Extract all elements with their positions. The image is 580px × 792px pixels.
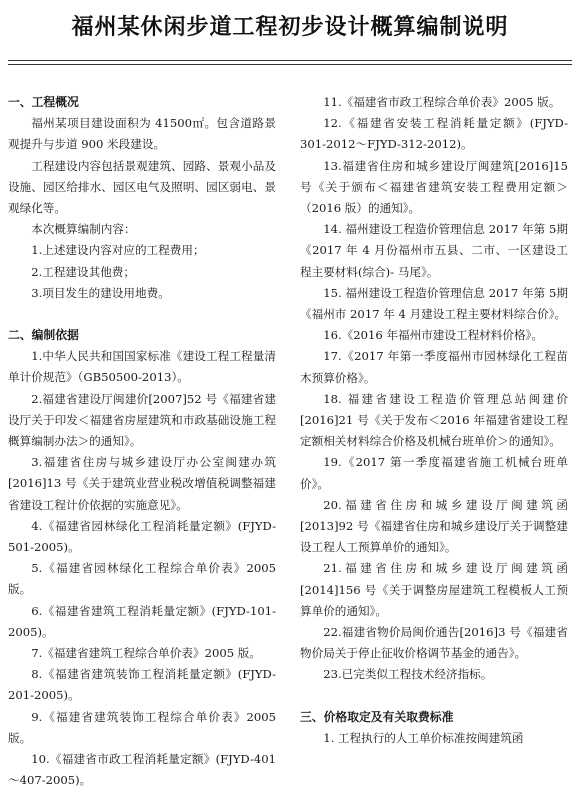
list-item: 7.《福建省建筑工程综合单价表》2005 版。 (31, 646, 261, 661)
list-item: 22.福建省物价局闽价通告[2016]3 号《福建省物价局关于停止征收价格调节基金的通告》。 (300, 625, 568, 661)
section-heading-pricing: 三、价格取定及有关取费标准 (300, 709, 454, 724)
list-item: 3.福建省住房与城乡建设厅办公室闽建办筑[2016]13 号《关于建筑业营业税改增值税调整福建省建设工程计价依据的实施意见》。 (8, 455, 276, 512)
list-item: 6.《福建省建筑工程消耗量定额》(FJYD-101-2005)。 (8, 603, 276, 639)
list-item: 4.《福建省园林绿化工程消耗量定额》(FJYD-501-2005)。 (8, 518, 276, 555)
title-rule-thin (8, 64, 572, 65)
list-item: 18. 福建省建设工程造价管理总站闽建价[2016]21 号《关于发布＜2016 年福建省建设工程定额相关材料综合价格及机械台班单价＞的通知》。 (300, 391, 568, 449)
list-item: 13.福建省住房和城乡建设厅闽建筑[2016]15号《关于颁布＜福建省建筑安装工程费用定额＞（2016 版）的通知》。 (300, 158, 568, 216)
page-title: 福州某休闲步道工程初步设计概算编制说明 (71, 15, 509, 40)
list-item: 19.《2017 第一季度福建省施工机械台班单价》。 (300, 455, 568, 491)
list-item: 5.《福建省园林绿化工程综合单价表》2005版。 (8, 561, 276, 597)
list-item: 3.项目发生的建设用地费。 (31, 285, 170, 300)
paragraph: 福州某项目建设面积为 41500㎡。包含道路景观提升与步道 900 米段建设。 (8, 116, 276, 152)
title-rule (8, 60, 572, 61)
list-item: 20.福建省住房和城乡建设厅闽建筑函[2013]92 号《福建省住房和城乡建设厅关于调整建设工程人工预算单价的通知》。 (300, 497, 568, 555)
list-item: 16.《2016 年福州市建设工程材料价格》。 (323, 328, 543, 343)
left-column (8, 92, 276, 792)
list-item: 15. 福州建设工程造价管理信息 2017 年第 5期《福州市 2017 年 4 月建设工程主要材料综合价》。 (300, 285, 568, 322)
list-item: 23.已完类似工程技术经济指标。 (323, 667, 493, 682)
list-item: 1.上述建设内容对应的工程费用； (31, 243, 205, 258)
list-item: 10.《福建省市政工程消耗量定额》(FJYD-401～407-2005)。 (8, 752, 276, 788)
list-item: 14. 福州建设工程造价管理信息 2017 年第 5期《2017 年 4 月份福州市五县、二市、一区建设工程主要材料(综合)- 马尾》。 (300, 222, 568, 279)
list-item: 21.福建省住房和城乡建设厅闽建筑函[2014]156 号《关于调整房屋建筑工程模板人工预算单价的通知》。 (300, 561, 568, 618)
paragraph: 工程建设内容包括景观建筑、园路、景观小品及设施、园区给排水、园区电气及照明、园区弱电、景观绿化等。 (8, 158, 276, 216)
paragraph: 1. 工程执行的人工单价标准按闽建筑函 (323, 730, 524, 745)
list-item: 12.《福建省安装工程消耗量定额》(FJYD-301-2012～FJYD-312-2012)。 (300, 116, 568, 152)
list-item: 11.《福建省市政工程综合单价表》2005 版。 (323, 95, 561, 109)
list-item: 2.工程建设其他费； (31, 264, 135, 279)
list-item: 9.《福建省建筑装饰工程综合单价表》2005版。 (8, 709, 276, 745)
list-item: 17.《2017 年第一季度福州市园林绿化工程苗木预算价格》。 (300, 349, 568, 385)
list-item: 1.中华人民共和国国家标准《建设工程工程量清单计价规范》（GB50500-2013）。 (8, 349, 276, 385)
section-heading-overview: 一、工程概况 (8, 95, 79, 109)
section-heading-basis: 二、编制依据 (8, 328, 79, 343)
paragraph: 本次概算编制内容： (31, 222, 136, 237)
list-item: 2.福建省建设厅闽建价[2007]52 号《福建省建设厅关于印发＜福建省房屋建筑和市政基础设施工程概算编制办法＞的通知》。 (8, 391, 276, 449)
list-item: 8.《福建省建筑装饰工程消耗量定额》(FJYD-201-2005)。 (8, 667, 276, 703)
right-column (300, 92, 568, 749)
